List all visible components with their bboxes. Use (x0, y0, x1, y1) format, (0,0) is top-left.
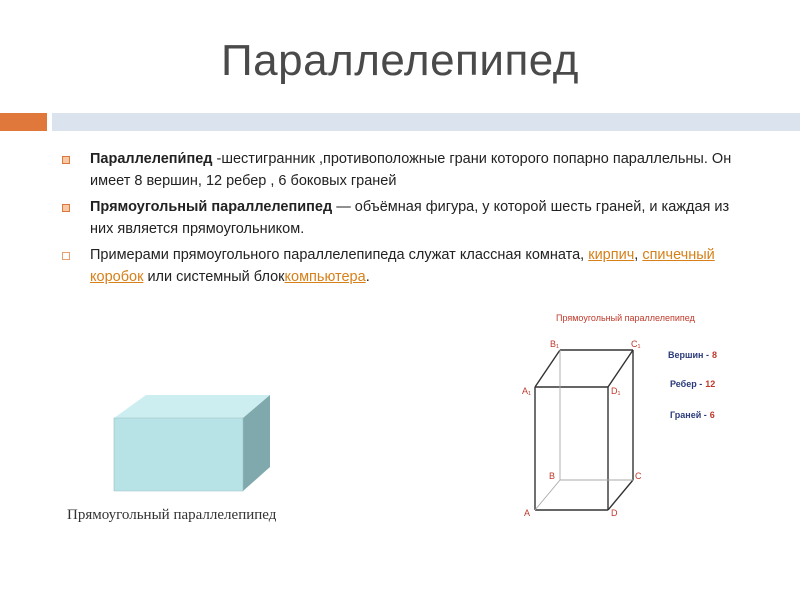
stat-faces-key: Граней - (670, 410, 707, 420)
vertex-label-a: A (524, 508, 531, 518)
vertex-label-c: C (635, 471, 642, 481)
stat-vertices (668, 350, 717, 360)
stat-edges (670, 379, 715, 389)
diagram-title: Прямоугольный параллелепипед (556, 313, 695, 323)
definition-text: -шестигранник ,противоположные грани которого попарно параллельны. Он имеет 8 вершин, 12 ребер , 6 боковых граней (90, 151, 732, 189)
stat-edges-key: Ребер - (670, 379, 703, 389)
stat-edges-value: 12 (705, 379, 716, 389)
link-matchbox[interactable]: спичечный коробок (90, 247, 715, 285)
vertex-label-c1: C₁ (631, 339, 641, 349)
vertex-label-a1: A₁ (522, 386, 532, 396)
link-computer[interactable]: компьютера (284, 269, 366, 285)
stat-vertices-key: Вершин - (668, 350, 709, 360)
vertex-label-d1: D₁ (611, 386, 621, 396)
examples-text-mid: или системный блок (143, 269, 285, 285)
examples-text-start: Примерами прямоугольного параллелепипеда служат классная комната, (90, 247, 589, 263)
vertex-label-b: B (549, 471, 556, 481)
stat-vertices-value: 8 (711, 350, 717, 360)
term-rectangular-parallelepiped: Прямоугольный параллелепипед (90, 199, 333, 215)
stat-faces-value: 6 (709, 410, 715, 420)
examples-text-end: . (365, 269, 370, 285)
examples-sep: , (634, 247, 643, 263)
rectangular-text: — объёмная фигура, у которой шесть граней, и каждая из них является прямоугольником. (90, 199, 730, 237)
left-figure-caption: Прямоугольный параллелепипед (67, 507, 277, 523)
link-brick[interactable]: кирпич (588, 247, 635, 263)
diagram-hidden-edges (535, 350, 633, 510)
stat-faces (670, 410, 715, 420)
diagram-edges (535, 350, 633, 510)
vertex-label-d: D (611, 508, 618, 518)
slide-title: Параллелепипед (221, 36, 579, 85)
term-parallelepiped: Параллелепи́пед (90, 151, 213, 167)
vertex-label-b1: B₁ (550, 339, 560, 349)
